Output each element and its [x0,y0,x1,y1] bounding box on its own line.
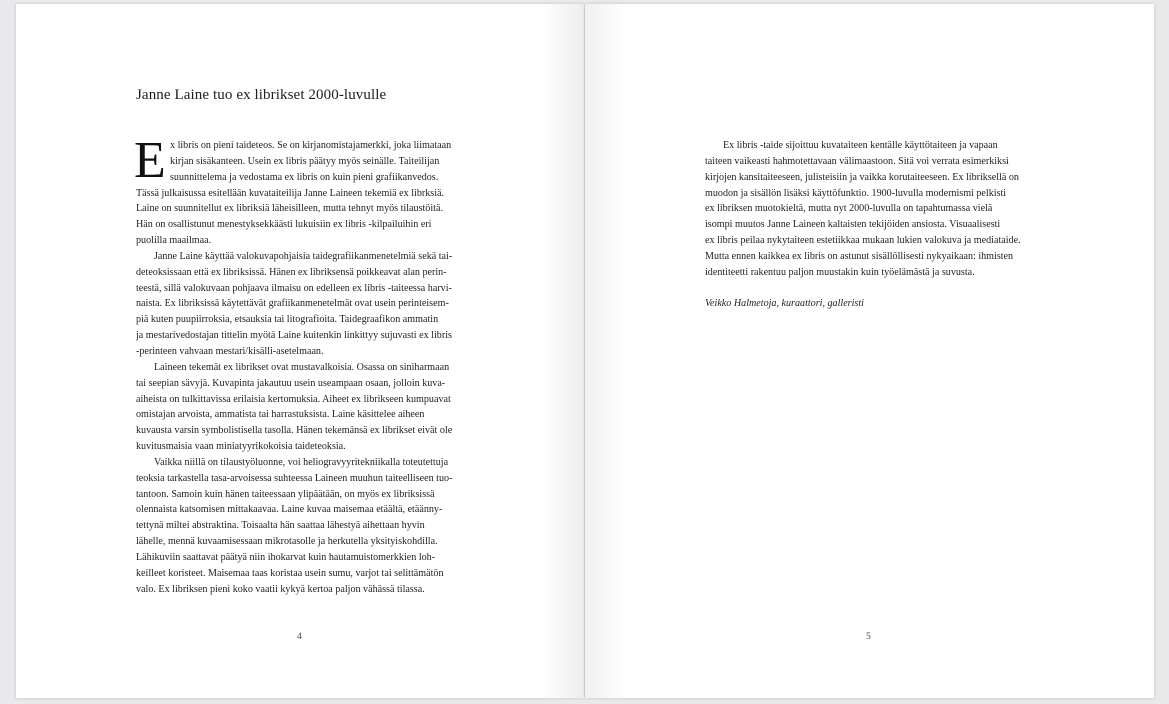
text-line: ex libris peilaa nykytaiteen estetiikkaa mukaan lukien valokuva ja mediataide. [705,235,1021,247]
text-line: ex libriksen muotokieltä, mutta nyt 2000-luvulla on tapahtumassa vielä [705,203,993,215]
text-line: isompi muutos Janne Laineen kaltaisten tekijöiden ansiosta. Visuaalisesti [705,219,1001,231]
article-title: Janne Laine tuo ex librikset 2000-luvulle [136,87,387,103]
text-line: -perinteen vahvaan mestari/kisälli-asetelmaan. [136,345,324,357]
text-line: lähelle, mennä kuvaamisessaan mikrotasolle ja herkutella yksityiskohdilla. [136,536,438,548]
text-line: aiheista on tulkittavissa erilaisia kertomuksia. Aiheet ex librikseen kumpuavat [136,393,451,405]
left-page [16,4,584,698]
text-line: Vaikka niillä on tilaustyöluonne, voi heliogravyyritekniikalla toteutettuja [154,456,449,468]
text-line: omistajan arvoista, ammatista tai harrastuksista. Laine käsittelee aiheen [136,409,425,421]
text-line: Tässä julkaisussa esitellään kuvataiteilija Janne Laineen tekemiä ex librksiä. [136,187,445,199]
text-line: suunnittelema ja vedostama ex libris on kuin pieni grafiikanvedos. [170,171,439,183]
text-line: ja mestarivedostajan tittelin myötä Laine kuitenkin linkittyy sujuvasti ex libris [136,330,452,342]
drop-cap: E [134,132,166,189]
text-line: Laineen tekemät ex librikset ovat mustavalkoisia. Osassa on siniharmaan [154,361,450,373]
article-body-left [134,132,466,597]
text-line: taiteen vaikeasti hahmotettavaan välimaastoon. Sitä voi verrata esimerkiksi [705,155,1009,167]
text-line: puolilla maailmaa. [136,235,212,247]
text-line: kirjojen kansitaiteeseen, julisteisiin ja vaikka korutaiteeseen. Ex libriksellä on [705,171,1019,183]
page-gutter-shadow [542,4,584,698]
text-line: kirjan sisäkanteen. Usein ex libris päätyy myös seinälle. Taiteilijan [170,155,440,167]
text-line: kuvausta varsin symbolistisella tasolla. Hänen tekemänsä ex librikset eivät ole [136,425,453,437]
text-line: deteoksissaan että ex libriksissä. Hänen ex libriksensä poikkeavat alan perin- [136,266,447,278]
text-line: identiteetti rakentuu paljon muustakin kuin työelämästä ja suvusta. [705,266,975,278]
text-line: valo. Ex libriksen pieni koko vaatii kykyä kertoa paljon vähässä tilassa. [136,583,425,595]
text-line: teoksia tarkastella tasa-arvoisessa suhteessa Laineen muuhun taiteelliseen tuo- [136,472,453,484]
text-line: Mutta ennen kaikkea ex libris on astunut sisällöllisesti nykyaikaan: ihmisten [705,250,1014,262]
text-line: Hän on osallistunut menestyksekkäästi lukuisiin ex libris -kilpailuihin eri [136,219,432,231]
page-number-left: 4 [297,632,302,642]
text-line: Laine on suunnitellut ex libriksiä läheisilleen, mutta tehnyt myös tilaustöitä. [136,203,443,215]
text-line: teestä, sillä valokuvaan pohjaava ilmaisu on edelleen ex libris -taiteessa harvi- [136,282,452,294]
page-gutter-shadow [585,4,627,698]
text-line: tantoon. Samoin kuin hänen taiteessaan ylipäätään, on myös ex libriksissä [136,488,435,500]
text-line: Lähikuviin saattavat päätyä niin ihokarvat kuin hautamuistomerkkien loh- [136,551,436,563]
text-line: kuvitusmaisia vaan miniatyyrikokoisia taideteoksia. [136,441,346,453]
text-line: Janne Laine käyttää valokuvapohjaisia taidegrafiikanmenetelmiä sekä tai- [154,250,453,262]
text-line: tettynä miltei abstraktina. Toisaalta hän saattaa lähestyä aihettaan hyvin [136,520,425,532]
text-line: muodon ja sisällön lisäksi käyttöfunktio. 1900-luvulla modernismi pelkisti [705,187,1007,199]
right-page [585,4,1154,698]
text-line: piä kuten puupiirroksia, etsauksia tai litografioita. Taidegraafikon ammatin [136,314,439,326]
page-number-right: 5 [866,632,871,642]
text-line: x libris on pieni taideteos. Se on kirjanomistajamerkki, joka liimataan [170,140,452,151]
text-line: keilleet koristeet. Maisemaa taas koristaa usein sumu, varjot tai selittämätön [136,567,444,579]
article-body-right [705,138,1035,311]
author-signature: Veikko Halmetoja, kuraattori, galleristi [705,297,864,309]
text-line: olennaista katsomisen mittakaavaa. Laine kuvaa maisemaa etäältä, etäänny- [136,504,443,516]
text-line: tai seepian sävyjä. Kuvapinta jakautuu usein useampaan osaan, jolloin kuva- [136,377,446,389]
text-line: Ex libris -taide sijoittuu kuvataiteen kentälle käyttötaiteen ja vapaan [723,140,998,151]
text-line: naista. Ex libriksissä käytettävät grafiikanmenetelmät ovat usein perinteisem- [136,298,449,310]
